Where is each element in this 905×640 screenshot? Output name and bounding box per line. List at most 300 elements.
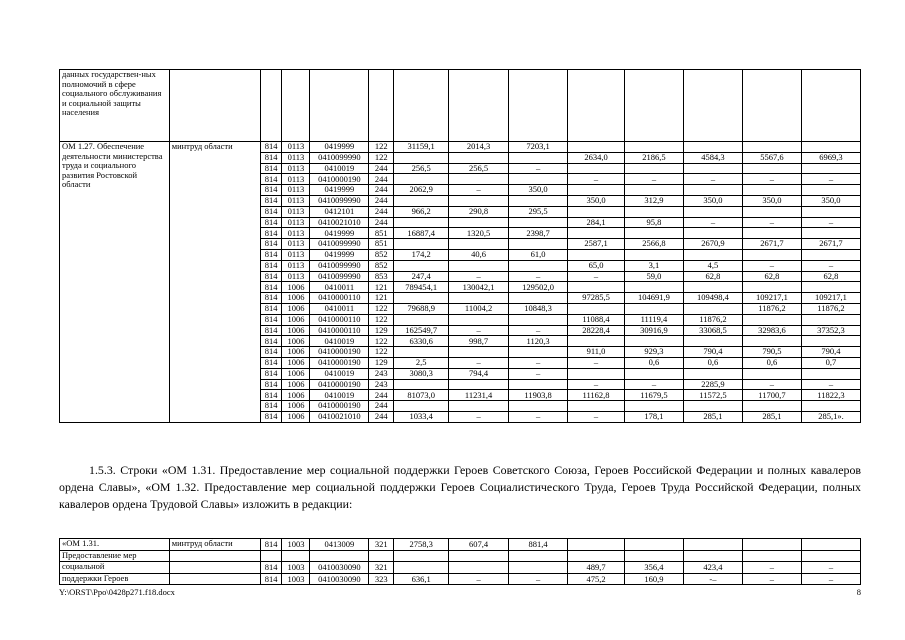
table-cell: 1006 <box>282 325 310 336</box>
table-cell <box>624 249 683 260</box>
table-cell <box>683 401 742 412</box>
table-cell: 814 <box>260 368 282 379</box>
table-cell: 0410011 <box>310 282 369 293</box>
table-cell <box>624 368 683 379</box>
table-cell <box>683 249 742 260</box>
table-row <box>60 562 861 574</box>
table-cell <box>509 562 568 574</box>
table-cell <box>683 228 742 239</box>
table-cell: 0,6 <box>624 357 683 368</box>
table-cell: 285,1». <box>801 411 860 422</box>
table-cell <box>624 206 683 217</box>
table-cell: 0410099990 <box>310 152 369 163</box>
measure-cell: социальной <box>60 562 170 574</box>
table-cell: – <box>801 217 860 228</box>
table-cell <box>742 550 801 562</box>
table-cell: – <box>449 573 509 585</box>
table-cell: 790,4 <box>683 347 742 358</box>
table-cell <box>394 314 449 325</box>
table-row <box>60 142 861 153</box>
table-cell: – <box>509 573 568 585</box>
table-cell <box>449 70 509 142</box>
table-cell: 256,5 <box>394 163 449 174</box>
table-cell <box>509 401 568 412</box>
table-cell: 851 <box>369 239 394 250</box>
table-cell: 350,0 <box>509 185 568 196</box>
table-cell: 37352,3 <box>801 325 860 336</box>
table-cell: 814 <box>260 260 282 271</box>
table-cell: 129 <box>369 357 394 368</box>
table-cell: 853 <box>369 271 394 282</box>
table-cell: 0113 <box>282 163 310 174</box>
table-cell: 423,4 <box>683 562 742 574</box>
table-cell <box>568 303 625 314</box>
table-cell <box>801 368 860 379</box>
table-cell <box>624 185 683 196</box>
table-cell <box>624 228 683 239</box>
table-cell: 11876,2 <box>742 303 801 314</box>
table-cell: 2587,1 <box>568 239 625 250</box>
table-cell: 244 <box>369 411 394 422</box>
table-cell: – <box>509 163 568 174</box>
table-cell <box>282 70 310 142</box>
table-cell: 814 <box>260 282 282 293</box>
table-cell: 814 <box>260 152 282 163</box>
table-cell <box>742 282 801 293</box>
table-cell: 59,0 <box>624 271 683 282</box>
table-cell: 350,0 <box>801 195 860 206</box>
table-cell: – <box>449 325 509 336</box>
table-cell: 122 <box>369 303 394 314</box>
table-cell <box>801 550 860 562</box>
table-row <box>60 573 861 585</box>
table-cell: – <box>801 573 860 585</box>
table-cell <box>624 142 683 153</box>
table-cell: 2758,3 <box>394 539 449 551</box>
table-cell: 607,4 <box>449 539 509 551</box>
table-cell: 0419999 <box>310 249 369 260</box>
table-cell <box>683 206 742 217</box>
table-cell: – <box>509 411 568 422</box>
table-cell: 33068,5 <box>683 325 742 336</box>
executor-cell <box>169 562 260 574</box>
table-cell: 0410021010 <box>310 217 369 228</box>
table-cell: 0410099990 <box>310 271 369 282</box>
table-cell: 244 <box>369 174 394 185</box>
table-cell: – <box>449 271 509 282</box>
table-cell: 97285,5 <box>568 293 625 304</box>
table-cell: 350,0 <box>683 195 742 206</box>
table-cell: 109217,1 <box>742 293 801 304</box>
table-cell: 11700,7 <box>742 390 801 401</box>
table-cell <box>683 185 742 196</box>
table-cell: – <box>624 379 683 390</box>
table-cell: – <box>624 174 683 185</box>
executor-cell: минтруд области <box>169 142 260 423</box>
table-cell: 244 <box>369 195 394 206</box>
table-cell: 1006 <box>282 293 310 304</box>
table-cell: 62,8 <box>742 271 801 282</box>
table-cell: 81073,0 <box>394 390 449 401</box>
table-cell: 11088,4 <box>568 314 625 325</box>
table-cell <box>509 347 568 358</box>
table-cell: 11876,2 <box>683 314 742 325</box>
table-cell: 4584,3 <box>683 152 742 163</box>
table-cell: 122 <box>369 152 394 163</box>
table-cell: 244 <box>369 206 394 217</box>
table-cell: 814 <box>260 185 282 196</box>
table-cell: 2671,7 <box>742 239 801 250</box>
table-cell: – <box>801 562 860 574</box>
table-cell: – <box>742 174 801 185</box>
table-cell <box>683 550 742 562</box>
table-cell: 636,1 <box>394 573 449 585</box>
executor-cell: минтруд области <box>169 539 260 551</box>
table-cell <box>801 282 860 293</box>
table-cell <box>369 70 394 142</box>
table-cell: 121 <box>369 282 394 293</box>
table-cell: 6330,6 <box>394 336 449 347</box>
table-cell: – <box>449 185 509 196</box>
table-cell: 290,8 <box>449 206 509 217</box>
table-cell <box>509 293 568 304</box>
table-cell: 122 <box>369 347 394 358</box>
table-cell <box>449 152 509 163</box>
table-cell: 814 <box>260 573 282 585</box>
table-cell <box>310 550 369 562</box>
executor-cell <box>169 550 260 562</box>
table-cell <box>742 401 801 412</box>
table-cell: 929,3 <box>624 347 683 358</box>
table-cell <box>801 163 860 174</box>
table-cell <box>568 142 625 153</box>
table-cell: 31159,1 <box>394 142 449 153</box>
amendment-paragraph: 1.5.3. Строки «ОМ 1.31. Предоставление мер социальной поддержки Героев Советского Союза, Героев Российской Федерации и полных кавалеров ордена Славы», «ОМ 1.32. Предоставление мер социальной поддержки Героев Социалистического Труда, Героев Труда Российской Федерации, полных кавалеров ордена Трудовой Славы» изложить в редакции: <box>59 463 861 511</box>
file-path: Y:\ORST\Ppo\0428p271.f18.docx <box>59 587 175 597</box>
table-cell: 0113 <box>282 206 310 217</box>
table-cell <box>509 379 568 390</box>
table-cell: 356,4 <box>624 562 683 574</box>
table-cell: 1006 <box>282 314 310 325</box>
table-cell: 0410000190 <box>310 357 369 368</box>
replacement-table <box>59 538 861 585</box>
table-cell <box>742 539 801 551</box>
table-cell: 11231,4 <box>449 390 509 401</box>
table-cell <box>568 401 625 412</box>
executor-cell <box>169 573 260 585</box>
table-cell: 814 <box>260 539 282 551</box>
table-cell: 321 <box>369 539 394 551</box>
table-cell: 30916,9 <box>624 325 683 336</box>
table-cell <box>683 142 742 153</box>
table-cell <box>742 185 801 196</box>
table-cell <box>568 550 625 562</box>
table-cell: 1033,4 <box>394 411 449 422</box>
table-cell: 28228,4 <box>568 325 625 336</box>
table-cell <box>683 303 742 314</box>
table-cell: – <box>801 174 860 185</box>
table-cell: 0410019 <box>310 336 369 347</box>
table-cell: 284,1 <box>568 217 625 228</box>
table-cell <box>568 336 625 347</box>
table-cell: 814 <box>260 562 282 574</box>
table-cell <box>624 303 683 314</box>
table-row <box>60 70 861 142</box>
table-cell: – <box>742 217 801 228</box>
table-cell: 0410000110 <box>310 314 369 325</box>
table-cell <box>394 293 449 304</box>
table-cell: 0410019 <box>310 390 369 401</box>
table-cell: 65,0 <box>568 260 625 271</box>
table-cell: 11876,2 <box>801 303 860 314</box>
table-cell: 814 <box>260 401 282 412</box>
table-cell <box>509 550 568 562</box>
table-cell: 966,2 <box>394 206 449 217</box>
table-cell: 0410099990 <box>310 195 369 206</box>
table-cell <box>394 239 449 250</box>
table-cell: 295,5 <box>509 206 568 217</box>
table-cell: 350,0 <box>742 195 801 206</box>
table-cell: – <box>568 174 625 185</box>
table-cell <box>624 401 683 412</box>
table-cell: – <box>509 325 568 336</box>
table-cell: 122 <box>369 314 394 325</box>
table-cell <box>449 401 509 412</box>
page-number: 8 <box>856 587 861 597</box>
table-cell <box>394 195 449 206</box>
table-cell <box>394 550 449 562</box>
table-cell <box>801 185 860 196</box>
table-cell: 104691,9 <box>624 293 683 304</box>
table-cell: 881,4 <box>509 539 568 551</box>
table-cell: 0410099990 <box>310 239 369 250</box>
table-cell: 0410000190 <box>310 379 369 390</box>
table-cell: 11903,8 <box>509 390 568 401</box>
table-cell: 3080,3 <box>394 368 449 379</box>
table-cell <box>568 163 625 174</box>
table-cell <box>683 368 742 379</box>
table-cell <box>624 550 683 562</box>
table-cell <box>801 228 860 239</box>
table-cell: 0113 <box>282 142 310 153</box>
table-cell: 0410000110 <box>310 293 369 304</box>
table-cell <box>449 293 509 304</box>
table-cell: 0410030090 <box>310 562 369 574</box>
table-cell: 814 <box>260 174 282 185</box>
table-cell <box>310 70 369 142</box>
table-cell: 814 <box>260 249 282 260</box>
table-cell: 11572,5 <box>683 390 742 401</box>
table-cell <box>260 550 282 562</box>
table-cell: 998,7 <box>449 336 509 347</box>
table-cell <box>449 562 509 574</box>
table-cell: 789454,1 <box>394 282 449 293</box>
table-cell: 814 <box>260 163 282 174</box>
table-cell: 160,9 <box>624 573 683 585</box>
table-cell: 11119,4 <box>624 314 683 325</box>
table-row <box>60 550 861 562</box>
table-cell: 1006 <box>282 368 310 379</box>
table-cell: 0410000110 <box>310 325 369 336</box>
table-cell <box>742 142 801 153</box>
table-cell: 62,8 <box>801 271 860 282</box>
table-cell <box>742 336 801 347</box>
table-cell: 2186,5 <box>624 152 683 163</box>
table-cell: 11162,8 <box>568 390 625 401</box>
table-cell: 130042,1 <box>449 282 509 293</box>
table-cell: 814 <box>260 411 282 422</box>
table-cell <box>509 217 568 228</box>
table-cell: 312,9 <box>624 195 683 206</box>
measure-cell: Предоставление мер <box>60 550 170 562</box>
table-cell: 0419999 <box>310 185 369 196</box>
table-cell <box>742 249 801 260</box>
table-cell: 2285,9 <box>683 379 742 390</box>
table-cell: – <box>742 562 801 574</box>
table-cell: 0113 <box>282 185 310 196</box>
table-cell: 790,5 <box>742 347 801 358</box>
table-cell: 2670,9 <box>683 239 742 250</box>
table-cell: 814 <box>260 195 282 206</box>
table-cell: 256,5 <box>449 163 509 174</box>
table-cell: 814 <box>260 325 282 336</box>
table-cell: 0113 <box>282 152 310 163</box>
table-cell: 0113 <box>282 217 310 228</box>
table-cell: 0113 <box>282 228 310 239</box>
table-cell: 11679,5 <box>624 390 683 401</box>
table-cell: – <box>509 368 568 379</box>
table-cell <box>260 70 282 142</box>
table-cell: 790,4 <box>801 347 860 358</box>
table-cell <box>169 70 260 142</box>
table-cell: 814 <box>260 239 282 250</box>
table-cell <box>394 347 449 358</box>
table-cell: – <box>742 379 801 390</box>
table-cell: 0410099990 <box>310 260 369 271</box>
table-cell: – <box>568 411 625 422</box>
table-cell <box>369 550 394 562</box>
table-cell <box>568 228 625 239</box>
table-cell <box>509 195 568 206</box>
table-cell: 0,7 <box>801 357 860 368</box>
table-cell: 32983,6 <box>742 325 801 336</box>
table-cell <box>449 195 509 206</box>
table-cell <box>742 163 801 174</box>
table-cell <box>801 401 860 412</box>
table-cell: 0410019 <box>310 163 369 174</box>
table-cell: 2566,8 <box>624 239 683 250</box>
table-cell <box>624 336 683 347</box>
table-cell: – <box>801 260 860 271</box>
table-cell <box>801 206 860 217</box>
table-cell: 1003 <box>282 562 310 574</box>
table-cell: 10848,3 <box>509 303 568 314</box>
table-cell: – <box>568 271 625 282</box>
table-cell: 79688,9 <box>394 303 449 314</box>
table-cell <box>568 282 625 293</box>
table-cell <box>742 70 801 142</box>
table-cell: 814 <box>260 314 282 325</box>
table-cell: 323 <box>369 573 394 585</box>
table-cell: 0113 <box>282 239 310 250</box>
table-cell: 814 <box>260 293 282 304</box>
table-cell <box>449 260 509 271</box>
table-cell: 6969,3 <box>801 152 860 163</box>
table-cell <box>449 550 509 562</box>
table-cell <box>509 70 568 142</box>
table-cell: – <box>509 271 568 282</box>
table-cell: 40,6 <box>449 249 509 260</box>
table-cell <box>742 228 801 239</box>
table-cell: 285,1 <box>742 411 801 422</box>
table-cell: 1006 <box>282 282 310 293</box>
table-cell: 0413009 <box>310 539 369 551</box>
table-cell: 247,4 <box>394 271 449 282</box>
table-cell: 129 <box>369 325 394 336</box>
table-cell <box>394 562 449 574</box>
table-cell <box>801 336 860 347</box>
table-cell: 814 <box>260 379 282 390</box>
table-cell: -– <box>683 573 742 585</box>
table-cell: 794,4 <box>449 368 509 379</box>
table-cell: 0410000190 <box>310 401 369 412</box>
table-cell <box>449 347 509 358</box>
table-cell: 321 <box>369 562 394 574</box>
table-cell <box>742 314 801 325</box>
table-cell <box>449 174 509 185</box>
table-cell: 1006 <box>282 379 310 390</box>
table-cell: 109498,4 <box>683 293 742 304</box>
table-cell: 174,2 <box>394 249 449 260</box>
table-cell: 814 <box>260 347 282 358</box>
table-cell: 109217,1 <box>801 293 860 304</box>
table-cell: 285,1 <box>683 411 742 422</box>
table-cell <box>394 379 449 390</box>
table-cell: 122 <box>369 336 394 347</box>
table-cell: 121 <box>369 293 394 304</box>
table-cell <box>449 314 509 325</box>
table-cell <box>801 142 860 153</box>
table-cell: 1006 <box>282 336 310 347</box>
table-cell: 2398,7 <box>509 228 568 239</box>
table-cell: 5567,6 <box>742 152 801 163</box>
table-cell: 475,2 <box>568 573 625 585</box>
table-cell <box>568 206 625 217</box>
table-cell: 2671,7 <box>801 239 860 250</box>
table-cell <box>509 152 568 163</box>
table-cell <box>509 314 568 325</box>
table-cell: 851 <box>369 228 394 239</box>
table-cell: 350,0 <box>568 195 625 206</box>
table-cell <box>568 368 625 379</box>
table-cell: 162549,7 <box>394 325 449 336</box>
table-cell: 243 <box>369 379 394 390</box>
table-cell: 1006 <box>282 390 310 401</box>
table-cell: 814 <box>260 357 282 368</box>
table-cell: 243 <box>369 368 394 379</box>
table-cell <box>509 260 568 271</box>
table-cell: 95,8 <box>624 217 683 228</box>
table-cell: 814 <box>260 303 282 314</box>
table-cell: 0113 <box>282 260 310 271</box>
table-cell: – <box>801 379 860 390</box>
table-cell: 2062,9 <box>394 185 449 196</box>
table-cell <box>801 70 860 142</box>
table-cell: 1003 <box>282 573 310 585</box>
table-cell: 0410011 <box>310 303 369 314</box>
table-cell <box>282 550 310 562</box>
table-cell <box>683 70 742 142</box>
